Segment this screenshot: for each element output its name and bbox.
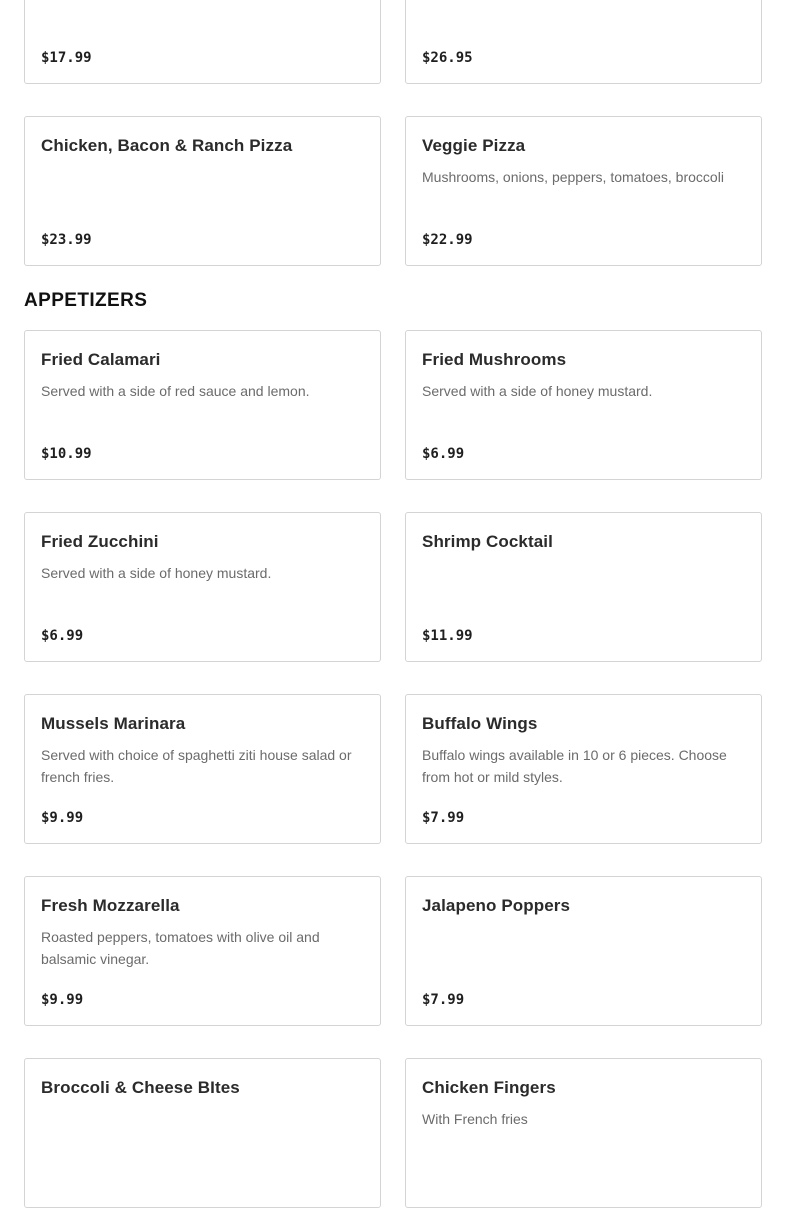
menu-item-card[interactable] bbox=[24, 694, 381, 844]
menu-item-card[interactable] bbox=[405, 512, 762, 662]
item-description: With French fries bbox=[422, 1111, 528, 1127]
menu-item-card[interactable] bbox=[24, 1058, 381, 1208]
item-price: $7.99 bbox=[422, 810, 465, 826]
item-name: Fresh Mozzarella bbox=[41, 896, 180, 915]
item-name: Shrimp Cocktail bbox=[422, 532, 553, 551]
item-price: $10.99 bbox=[41, 446, 92, 462]
menu-item-card[interactable] bbox=[24, 330, 381, 480]
item-name: Veggie Pizza bbox=[422, 136, 526, 155]
menu-item-card[interactable] bbox=[405, 694, 762, 844]
menu-item-card[interactable] bbox=[24, 116, 381, 266]
item-name: Buffalo Wings bbox=[422, 714, 538, 733]
menu-item-card[interactable] bbox=[405, 1058, 762, 1208]
item-price: $6.99 bbox=[41, 628, 84, 644]
item-name: Fried Zucchini bbox=[41, 532, 159, 551]
item-price: $26.95 bbox=[422, 50, 473, 66]
item-description: Mushrooms, onions, peppers, tomatoes, broccoli bbox=[422, 169, 724, 185]
menu-item-card[interactable] bbox=[24, 876, 381, 1026]
item-price: $9.99 bbox=[41, 810, 84, 826]
menu-item-card[interactable] bbox=[24, 512, 381, 662]
item-name: Fried Mushrooms bbox=[422, 350, 567, 369]
item-description: Buffalo wings available in 10 or 6 pieces. Choose from hot or mild styles. bbox=[422, 747, 727, 785]
item-name: Mussels Marinara bbox=[41, 714, 186, 733]
item-name: Chicken, Bacon & Ranch Pizza bbox=[41, 136, 293, 155]
item-price: $22.99 bbox=[422, 232, 473, 248]
item-description: Served with choice of spaghetti ziti house salad or french fries. bbox=[41, 747, 352, 785]
menu-item-card[interactable] bbox=[405, 330, 762, 480]
item-price: $7.99 bbox=[422, 992, 465, 1008]
item-price: $17.99 bbox=[41, 50, 92, 66]
item-description: Roasted peppers, tomatoes with olive oil and balsamic vinegar. bbox=[41, 929, 320, 967]
item-price: $23.99 bbox=[41, 232, 92, 248]
item-price: $11.99 bbox=[422, 628, 473, 644]
menu-item-card[interactable] bbox=[405, 876, 762, 1026]
item-name: Fried Calamari bbox=[41, 350, 161, 369]
item-name: Broccoli & Cheese BItes bbox=[41, 1078, 240, 1097]
item-price: $6.99 bbox=[422, 446, 465, 462]
menu-item-card[interactable] bbox=[405, 0, 762, 84]
item-description: Served with a side of honey mustard. bbox=[422, 383, 653, 399]
item-description: Served with a side of honey mustard. bbox=[41, 565, 272, 581]
item-description: Served with a side of red sauce and lemon. bbox=[41, 383, 310, 399]
item-price: $9.99 bbox=[41, 992, 84, 1008]
menu-item-card[interactable] bbox=[24, 0, 381, 84]
item-name: Chicken Fingers bbox=[422, 1078, 556, 1097]
section-heading-appetizers: APPETIZERS bbox=[24, 290, 148, 311]
item-name: Jalapeno Poppers bbox=[422, 896, 571, 915]
menu-item-card[interactable] bbox=[405, 116, 762, 266]
